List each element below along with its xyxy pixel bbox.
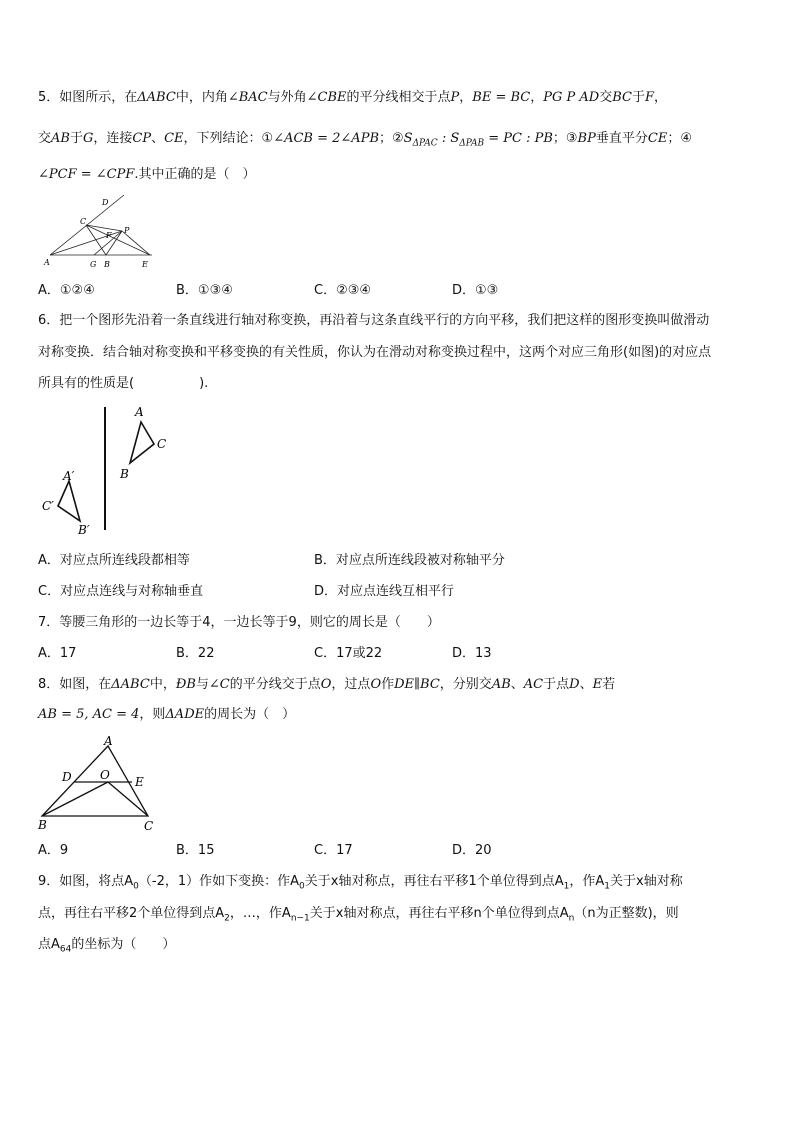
- q5-label-c: C: [80, 217, 87, 226]
- q6-triangle-a1b1c1: [58, 481, 80, 521]
- q6-line-1: 6．把一个图形先沿着一条直线进行轴对称变换，再沿着与这条直线平行的方向平移，我们把这样的图形变换叫做滑动: [38, 313, 710, 328]
- q5-label-g: G: [90, 260, 97, 269]
- q7-option-d[interactable]: D．13: [452, 646, 492, 661]
- q8-line-bo: [42, 782, 108, 816]
- q5-label-p: P: [124, 226, 130, 235]
- q8-figure: [36, 736, 166, 836]
- q8-line-2: AB = 5, AC = 4，则ΔADE的周长为（ ）: [38, 707, 296, 722]
- q7-option-b[interactable]: B．22: [176, 646, 215, 661]
- q5-label-a: A: [44, 258, 50, 267]
- q9-line-3: 点$A_{64}$的坐标为（ ）: [38, 937, 176, 955]
- q8-triangle-abc: [42, 746, 148, 816]
- q8-line-1: 8．如图，在ΔABC中，ÐB与∠C的平分线交于点O，过点O作DE∥BC，分别交AB、AC于点D、E若: [38, 677, 616, 692]
- q6-option-a[interactable]: A．对应点所连线段都相等: [38, 553, 190, 568]
- q6-line-2: 对称变换．结合轴对称变换和平移变换的有关性质，你认为在滑动对称变换过程中，这两个对应三角形(如图)的对应点: [38, 345, 712, 360]
- q6-label-a: A: [135, 405, 144, 419]
- q6-triangle-abc: [130, 422, 154, 463]
- q8-label-d: D: [62, 770, 72, 784]
- q8-label-e: E: [135, 775, 144, 789]
- q6-label-b-prime: B′: [78, 523, 90, 537]
- q5-line-2: 交AB于G，连接CP、CE，下列结论：①∠ACB = 2∠APB；$②S_{\Delta PAC}$ : $S_{\Delta PAB}$ = PC : PB；③BP垂直平分CE；④: [38, 131, 692, 149]
- q6-label-c-prime: C′: [42, 499, 54, 513]
- q5-option-a[interactable]: A．①②④: [38, 283, 95, 298]
- q7-option-a[interactable]: A．17: [38, 646, 77, 661]
- q5-label-b: B: [104, 260, 110, 269]
- q5-label-e: E: [142, 260, 148, 269]
- q5-label-d: D: [102, 198, 109, 207]
- q5-figure: [42, 193, 172, 273]
- q6-label-a-prime: A′: [63, 469, 75, 483]
- q8-label-a: A: [104, 734, 113, 748]
- q6-label-c: C: [157, 437, 167, 451]
- q8-option-a[interactable]: A．9: [38, 843, 69, 858]
- q6-line-3: 所具有的性质是( ).: [38, 376, 209, 391]
- q5-label-f: F: [106, 231, 112, 240]
- q8-option-b[interactable]: B．15: [176, 843, 215, 858]
- q5-option-c[interactable]: C．②③④: [314, 283, 372, 298]
- q6-label-b: B: [120, 467, 129, 481]
- q6-option-d[interactable]: D．对应点连线互相平行: [314, 584, 455, 599]
- q7-option-c[interactable]: C．17或22: [314, 646, 383, 661]
- q6-option-b[interactable]: B．对应点所连线段被对称轴平分: [314, 553, 505, 568]
- q5-line-3: ∠PCF = ∠CPF.其中正确的是（ ）: [38, 167, 256, 182]
- q6-option-c[interactable]: C．对应点连线与对称轴垂直: [38, 584, 204, 599]
- q5-option-d[interactable]: D．①③: [452, 283, 499, 298]
- q8-option-d[interactable]: D．20: [452, 843, 492, 858]
- q9-line-2: 点，再往右平移2个单位得到点$A_2$，…，作$A_{n-1}$关于x轴对称点，再往右平移n个单位得到点$A_n(n$为正整数)，则: [38, 906, 679, 924]
- q8-label-c: C: [144, 819, 154, 833]
- q5-line-cp: [86, 225, 122, 231]
- q8-label-o: O: [100, 768, 110, 782]
- q8-label-b: B: [38, 818, 47, 832]
- q7-line-1: 7．等腰三角形的一边长等于4，一边长等于9，则它的周长是（ ）: [38, 615, 440, 630]
- q6-figure: [38, 402, 178, 542]
- q5-option-b[interactable]: B．①③④: [176, 283, 233, 298]
- q9-line-1: 9．如图，将点$A_0(-2$，1）作如下变换：作$A_0$关于x轴对称点，再往右平移1个单位得到点$A_1$，作$A_1$关于x轴对称: [38, 874, 683, 892]
- q5-line-1: 5．如图所示，在ΔABC中，内角∠BAC与外角∠CBE的平分线相交于点P，BE = BC，PG P AD交BC于F，: [38, 90, 668, 105]
- q8-option-c[interactable]: C．17: [314, 843, 353, 858]
